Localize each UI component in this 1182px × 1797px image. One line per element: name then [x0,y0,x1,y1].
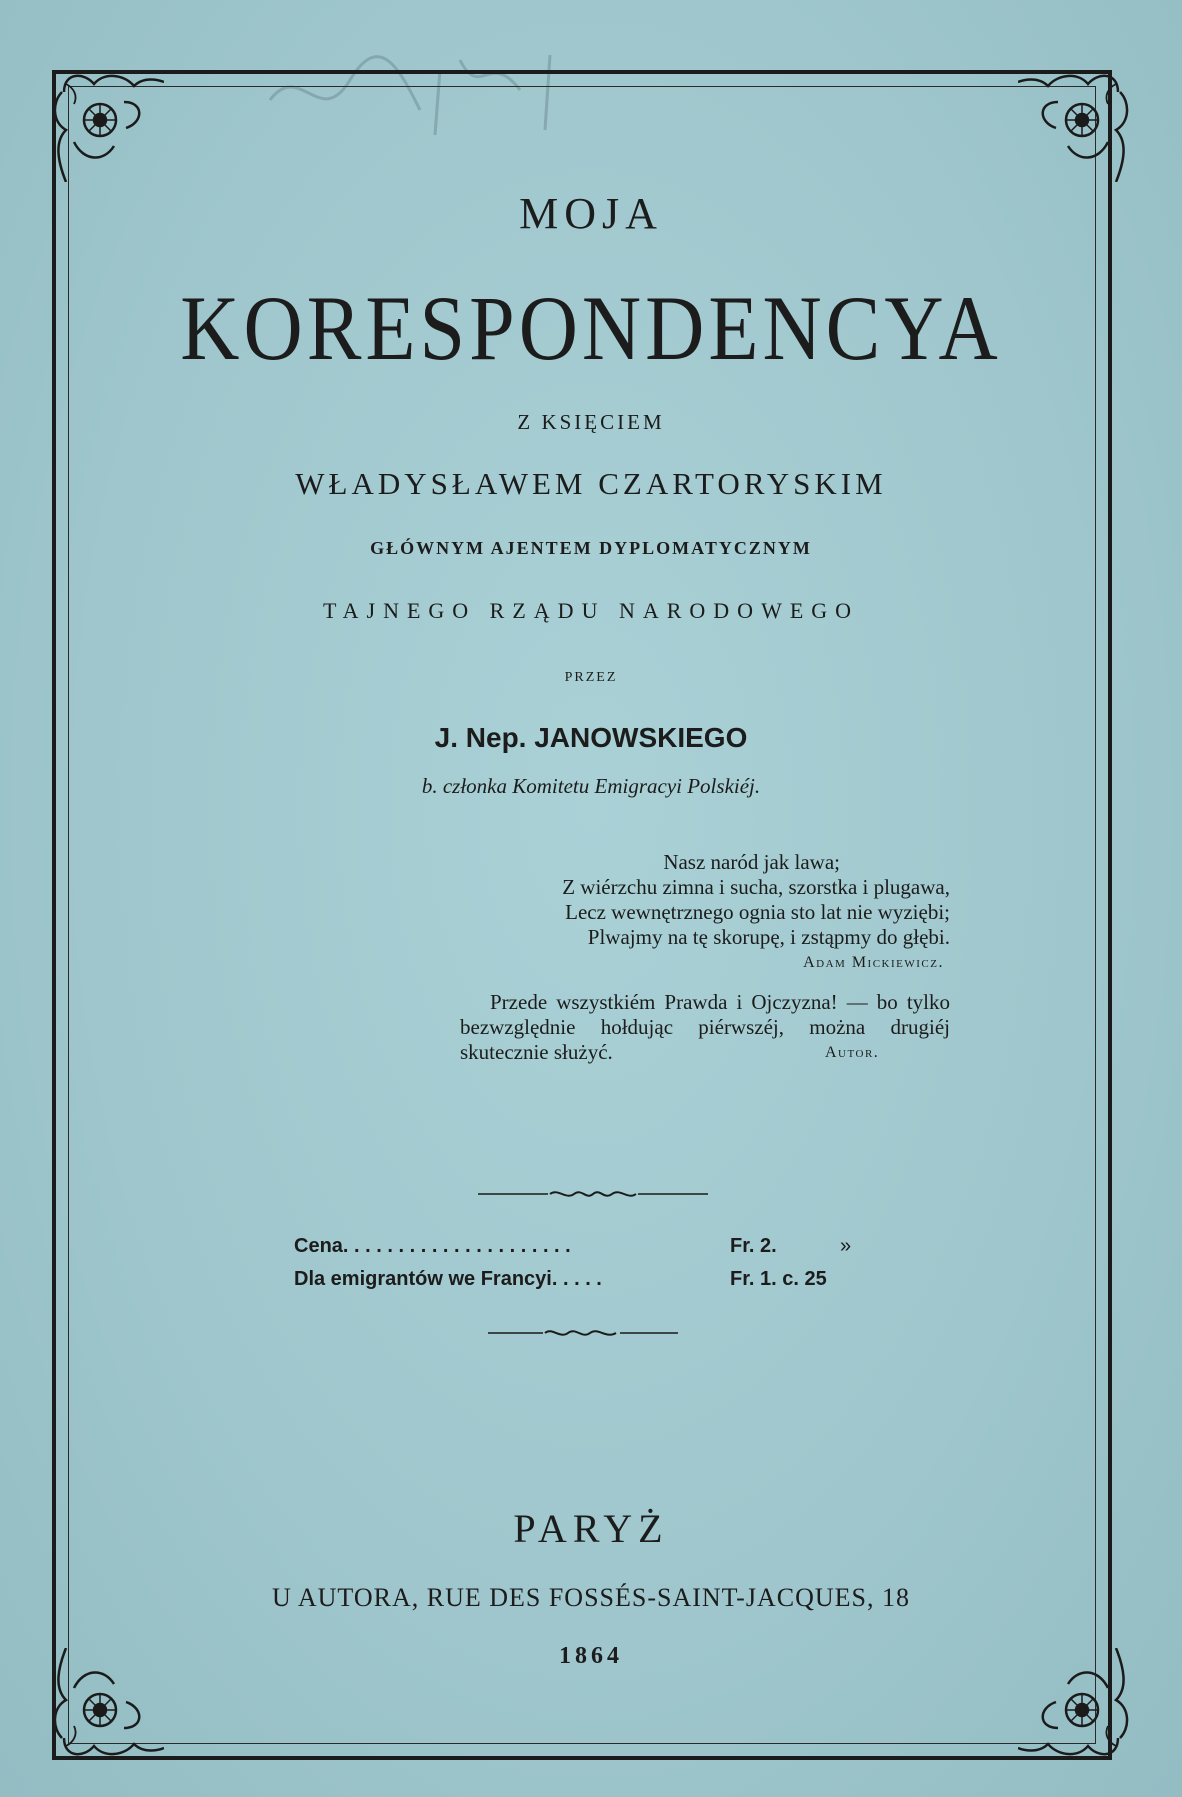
title-line-2: KORESPONDENCYA [180,277,1002,380]
corner-ornament-icon [1018,62,1138,182]
epigraph-line: Z wiérzchu zimna i sucha, szorstka i plugawa, [562,875,950,899]
price-label: Dla emigrantów we Francyi. . . . . [294,1268,602,1290]
author-by: PRZEZ [564,670,618,685]
epigraph-line: Lecz wewnętrznego ognia sto lat nie wyziębi; [565,900,950,924]
price-row [294,1263,914,1296]
subtitle-line-4: TAJNEGO RZĄDU NARODOWEGO [322,598,860,623]
price-label: Cena. . . . . . . . . . . . . . . . . . . . . [294,1235,571,1257]
imprint-address: U AUTORA, RUE DES FOSSÉS-SAINT-JACQUES, 18 [272,1583,910,1612]
price-row [294,1230,914,1263]
corner-ornament-icon [44,62,164,182]
price-list [294,1230,914,1296]
ornamental-rule-icon [488,1325,678,1341]
epigraph-attribution: Adam Mickiewicz. [803,954,944,971]
ornamental-rule-icon [478,1186,708,1202]
subtitle-line-1: Z KSIĘCIEM [517,410,665,434]
subtitle-line-3: GŁÓWNYM AJENTEM DYPLOMATYCZNYM [370,538,812,558]
subtitle-line-2: WŁADYSŁAWEM CZARTORYSKIM [295,466,887,501]
author-name: J. Nep. JANOWSKIEGO [434,722,748,753]
price-amount: Fr. 1. c. 25 [730,1268,827,1290]
title-line-1: MOJA [519,189,663,238]
author-role: b. członka Komitetu Emigracyi Polskiéj. [421,774,761,798]
price-amount: Fr. 2. [730,1235,777,1257]
epigraph-line: Nasz naród jak lawa; [663,850,840,874]
epigraph-line: Plwajmy na tę skorupę, i zstąpmy do głębi. [587,925,950,949]
prose-attribution: Autor. [825,1044,880,1061]
epigraph-prose-block [460,990,950,1065]
imprint-place: PARYŻ [513,1506,669,1551]
imprint-year: 1864 [559,1643,623,1669]
epigraph-poem [470,850,960,975]
epigraph-prose: Przede wszystkiém Prawda i Ojczyzna! — bo tylko bezwzględnie hołdując piérwszéj, można drugiéj skutecznie służyć. [460,990,950,1064]
price-mark: » [840,1235,852,1257]
